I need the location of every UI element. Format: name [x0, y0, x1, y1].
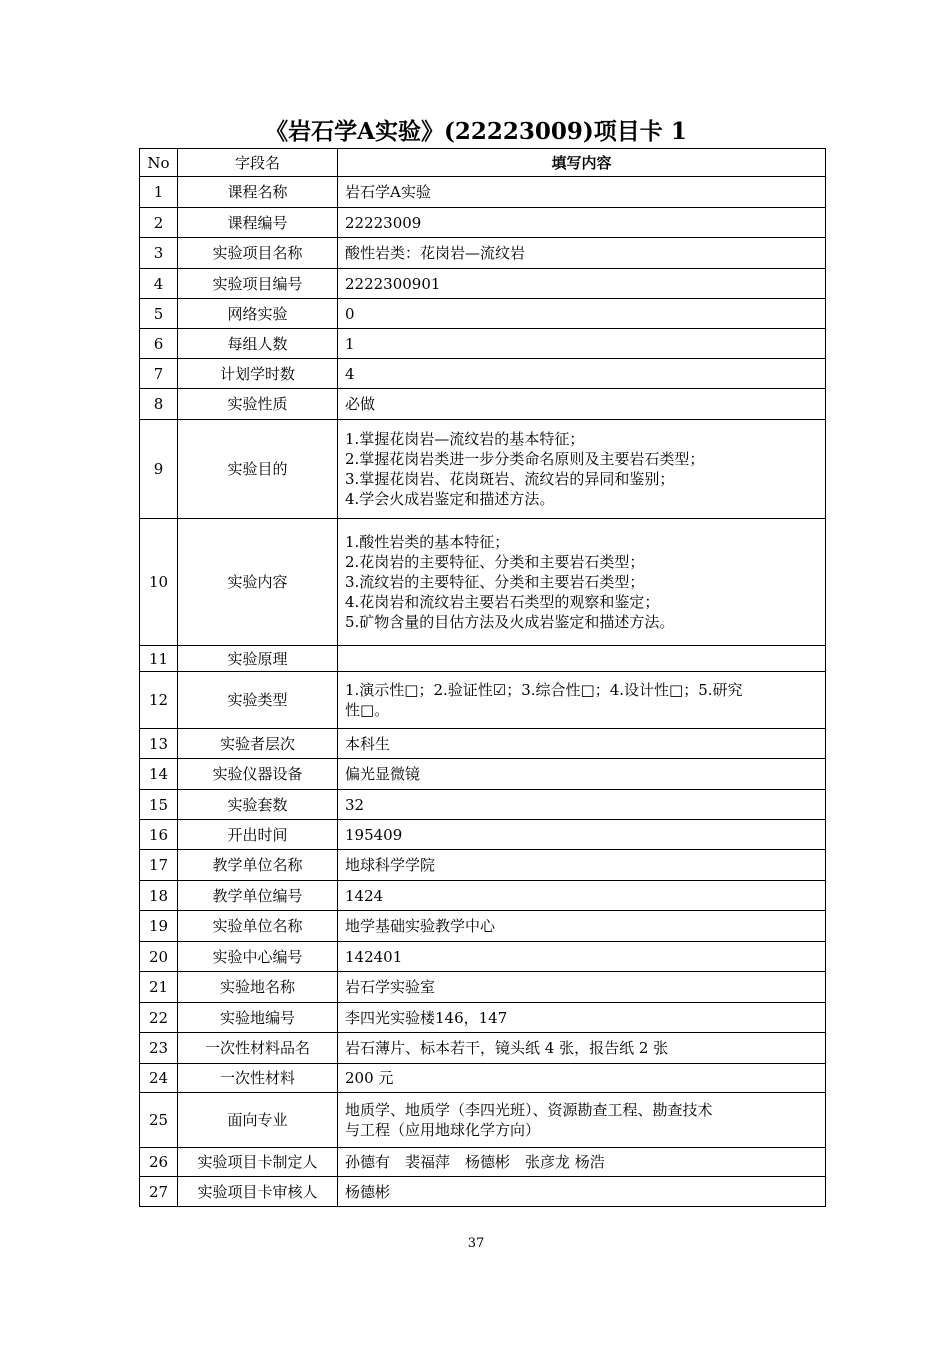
field-name: 教学单位编号	[178, 881, 338, 911]
field-value	[338, 299, 826, 329]
field-value	[338, 972, 826, 1003]
row-number: 10	[140, 519, 178, 646]
field-value	[338, 759, 826, 790]
row-number: 13	[140, 729, 178, 759]
field-name: 计划学时数	[178, 359, 338, 389]
value-line: 地质学、地质学（李四光班）、资源勘查工程、勘查技术	[345, 1101, 713, 1119]
field-value	[338, 942, 826, 972]
value-line: 0	[345, 304, 355, 323]
table-row	[140, 1064, 826, 1093]
value-line: 性□。	[345, 701, 390, 719]
row-number: 27	[140, 1177, 178, 1207]
row-number: 17	[140, 850, 178, 881]
row-number: 4	[140, 269, 178, 299]
table-row	[140, 359, 826, 389]
table-row	[140, 420, 826, 519]
value-line: 1	[345, 334, 355, 353]
field-value	[338, 519, 826, 646]
row-number: 6	[140, 329, 178, 359]
value-line: 地学基础实验教学中心	[345, 917, 496, 935]
row-number: 24	[140, 1064, 178, 1093]
field-value	[338, 1177, 826, 1207]
field-name: 实验项目名称	[178, 238, 338, 269]
value-line: 孙德有 裴福萍 杨德彬 张彦龙 杨浩	[345, 1153, 605, 1171]
field-value	[338, 790, 826, 820]
table-header-row	[140, 149, 826, 177]
field-value	[338, 238, 826, 269]
row-number: 18	[140, 881, 178, 911]
value-line: 与工程（应用地球化学方向）	[345, 1121, 541, 1139]
field-value	[338, 672, 826, 729]
field-value	[338, 820, 826, 850]
row-number: 1	[140, 177, 178, 208]
field-name: 一次性材料品名	[178, 1033, 338, 1064]
field-value	[338, 420, 826, 519]
field-name: 实验目的	[178, 420, 338, 519]
value-line: 李四光实验楼146，147	[345, 1008, 508, 1027]
row-number: 2	[140, 208, 178, 238]
table-row	[140, 972, 826, 1003]
value-line: 200 元	[345, 1069, 394, 1087]
field-name: 实验性质	[178, 389, 338, 420]
value-line: 195409	[345, 825, 403, 844]
row-number: 7	[140, 359, 178, 389]
field-name: 实验项目卡制定人	[178, 1148, 338, 1177]
table-row	[140, 911, 826, 942]
field-name: 实验原理	[178, 646, 338, 672]
table-row	[140, 1003, 826, 1033]
table-row	[140, 672, 826, 729]
row-number: 20	[140, 942, 178, 972]
table-row	[140, 850, 826, 881]
field-value	[338, 1093, 826, 1148]
value-line: 2.掌握花岗岩类进一步分类命名原则及主要岩石类型；	[345, 450, 705, 468]
table-row	[140, 208, 826, 238]
field-name: 一次性材料	[178, 1064, 338, 1093]
value-line: 2.花岗岩的主要特征、分类和主要岩石类型；	[345, 553, 645, 571]
field-value	[338, 329, 826, 359]
field-value	[338, 729, 826, 759]
table-row	[140, 269, 826, 299]
value-line: 偏光显微镜	[345, 765, 421, 783]
value-line: 岩石学实验室	[345, 978, 436, 996]
value-line: 3.流纹岩的主要特征、分类和主要岩石类型；	[345, 573, 645, 591]
value-line: 本科生	[345, 734, 391, 753]
field-value	[338, 1064, 826, 1093]
field-value	[338, 1148, 826, 1177]
field-value	[338, 208, 826, 238]
field-name: 实验地名称	[178, 972, 338, 1003]
field-name: 教学单位名称	[178, 850, 338, 881]
field-name: 实验类型	[178, 672, 338, 729]
table-row	[140, 759, 826, 790]
table-row	[140, 519, 826, 646]
table-row	[140, 790, 826, 820]
value-line: 2222300901	[345, 274, 441, 293]
page-number: 37	[467, 1236, 485, 1251]
field-name: 课程编号	[178, 208, 338, 238]
table-row	[140, 1033, 826, 1064]
value-line: 32	[345, 795, 365, 814]
value-line: 1.酸性岩类的基本特征；	[345, 533, 510, 551]
field-name: 实验仪器设备	[178, 759, 338, 790]
field-value	[338, 881, 826, 911]
field-value	[338, 389, 826, 420]
field-value	[338, 177, 826, 208]
field-name: 实验单位名称	[178, 911, 338, 942]
field-name: 课程名称	[178, 177, 338, 208]
field-value	[338, 911, 826, 942]
table-row	[140, 729, 826, 759]
row-number: 5	[140, 299, 178, 329]
value-line: 22223009	[345, 213, 422, 232]
field-name: 开出时间	[178, 820, 338, 850]
table-row	[140, 942, 826, 972]
header-field: 字段名	[178, 149, 338, 177]
field-name: 实验者层次	[178, 729, 338, 759]
table-row	[140, 299, 826, 329]
field-name: 实验内容	[178, 519, 338, 646]
value-line: 岩石薄片、标本若干，镜头纸 4 张，报告纸 2 张	[345, 1039, 669, 1057]
table-row	[140, 820, 826, 850]
row-number: 8	[140, 389, 178, 420]
table-row	[140, 881, 826, 911]
table-row	[140, 238, 826, 269]
row-number: 11	[140, 646, 178, 672]
row-number: 23	[140, 1033, 178, 1064]
value-line: 4.学会火成岩鉴定和描述方法。	[345, 490, 555, 508]
value-line: 5.矿物含量的目估方法及火成岩鉴定和描述方法。	[345, 613, 675, 631]
field-value	[338, 1003, 826, 1033]
table-row	[140, 389, 826, 420]
value-line: 岩石学A实验	[345, 183, 431, 201]
field-name: 每组人数	[178, 329, 338, 359]
row-number: 12	[140, 672, 178, 729]
field-value	[338, 269, 826, 299]
row-number: 9	[140, 420, 178, 519]
value-line: 1.掌握花岗岩—流纹岩的基本特征；	[345, 430, 585, 448]
value-line: 4	[345, 364, 355, 383]
row-number: 21	[140, 972, 178, 1003]
row-number: 26	[140, 1148, 178, 1177]
row-number: 19	[140, 911, 178, 942]
header-no: No	[140, 149, 178, 177]
row-number: 25	[140, 1093, 178, 1148]
project-card-table	[139, 148, 826, 1207]
page-title: 《岩石学A实验》(22223009)项目卡 1	[265, 118, 687, 145]
row-number: 22	[140, 1003, 178, 1033]
row-number: 16	[140, 820, 178, 850]
table-row	[140, 1148, 826, 1177]
field-value	[338, 359, 826, 389]
row-number: 15	[140, 790, 178, 820]
value-line: 4.花岗岩和流纹岩主要岩石类型的观察和鉴定；	[345, 593, 660, 611]
field-value	[338, 646, 826, 672]
value-line: 1.演示性□；2.验证性☑；3.综合性□；4.设计性□；5.研究	[345, 681, 743, 699]
field-name: 实验项目编号	[178, 269, 338, 299]
value-line: 酸性岩类：花岗岩—流纹岩	[345, 244, 526, 262]
header-content: 填写内容	[338, 149, 826, 177]
value-line: 3.掌握花岗岩、花岗斑岩、流纹岩的异同和鉴别；	[345, 470, 675, 488]
table-row	[140, 1093, 826, 1148]
table-row	[140, 177, 826, 208]
row-number: 3	[140, 238, 178, 269]
table-row	[140, 646, 826, 672]
value-line: 142401	[345, 947, 403, 966]
field-name: 实验地编号	[178, 1003, 338, 1033]
value-line: 1424	[345, 886, 384, 905]
field-name: 网络实验	[178, 299, 338, 329]
value-line: 地球科学学院	[345, 856, 436, 874]
field-name: 面向专业	[178, 1093, 338, 1148]
table-body	[140, 149, 826, 1207]
field-value	[338, 850, 826, 881]
field-value	[338, 1033, 826, 1064]
table-row	[140, 1177, 826, 1207]
row-number: 14	[140, 759, 178, 790]
value-line: 杨德彬	[345, 1182, 391, 1201]
field-name: 实验中心编号	[178, 942, 338, 972]
value-line: 必做	[345, 395, 376, 413]
table-row	[140, 329, 826, 359]
field-name: 实验套数	[178, 790, 338, 820]
field-name: 实验项目卡审核人	[178, 1177, 338, 1207]
